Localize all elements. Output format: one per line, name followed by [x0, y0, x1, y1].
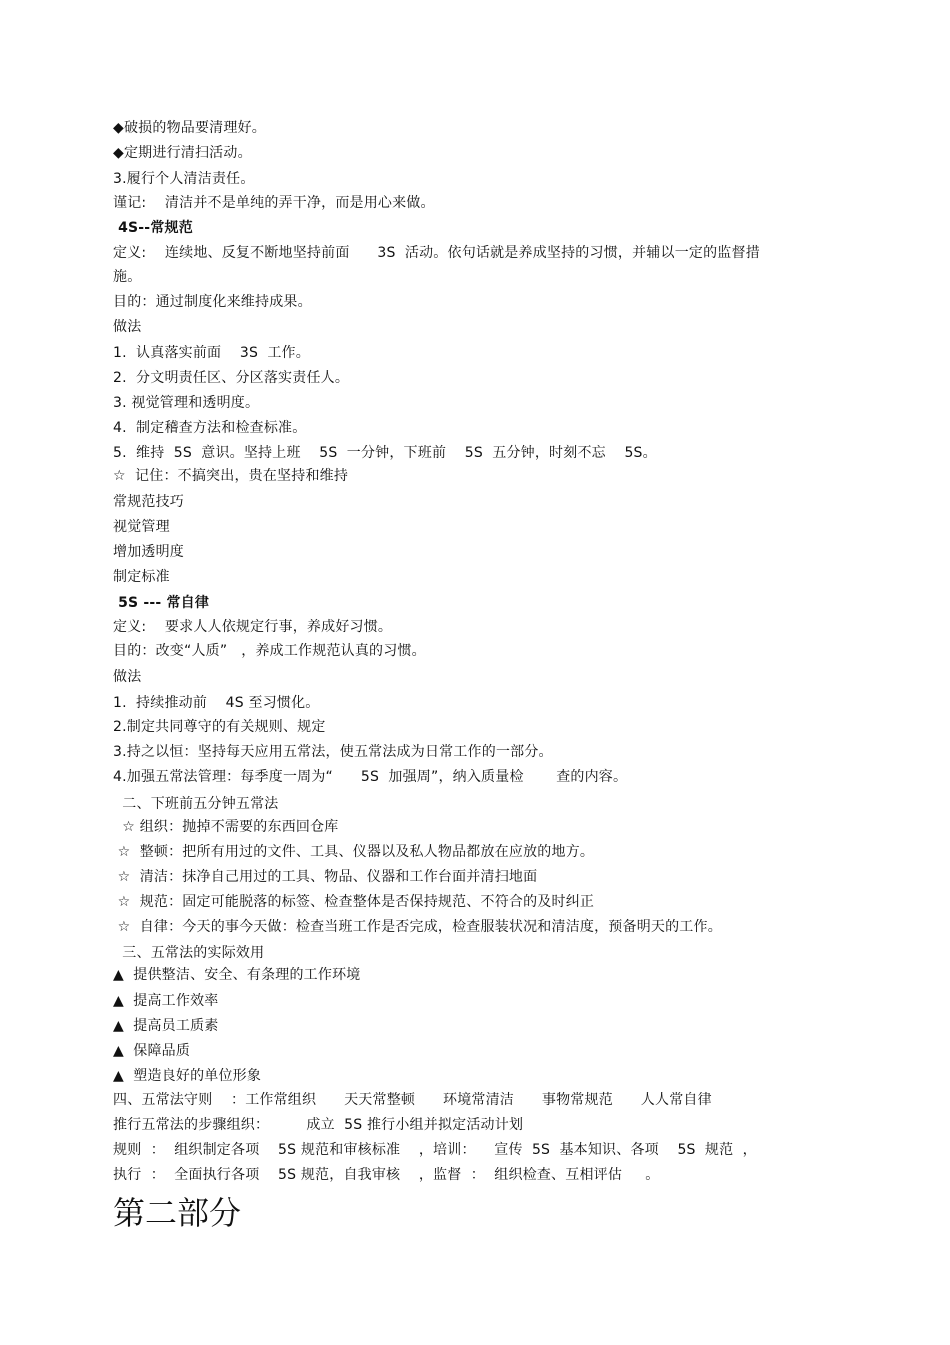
text-line: 4. 制定稽查方法和检查标准。 — [113, 420, 307, 436]
text-line: 1. 认真落实前面 3S 工作。 — [113, 345, 310, 361]
text-line: 定义: 连续地、反复不断地坚持前面 3S 活动。依句话就是养成坚持的习惯，并辅以一定的监督措 — [113, 245, 760, 261]
text-line: ▲ 塑造良好的单位形象 — [113, 1068, 262, 1084]
text-line: 推行五常法的步骤组织： 成立 5S 推行小组并拟定活动计划 — [113, 1117, 524, 1133]
text-line: 4.加强五常法管理：每季度一周为“ 5S 加强周”，纳入质量检 查的内容。 — [113, 769, 628, 785]
text-line: 增加透明度 — [113, 544, 184, 560]
text-line: ◆定期进行清扫活动。 — [113, 145, 252, 161]
section-subtitle: 二、下班前五分钟五常法 — [113, 796, 279, 812]
text-line: 做法 — [113, 669, 142, 685]
text-line: ▲ 提供整洁、安全、有条理的工作环境 — [113, 967, 361, 983]
text-line: ☆ 规范：固定可能脱落的标签、检查整体是否保持规范、不符合的及时纠正 — [113, 894, 595, 910]
text-line: 目的：通过制度化来维持成果。 — [113, 294, 312, 310]
text-line: 目的：改变“人质” ，养成工作规范认真的习惯。 — [113, 643, 426, 659]
text-line: ◆破损的物品要清理好。 — [113, 120, 266, 136]
text-line: 做法 — [113, 319, 142, 335]
text-line: 3. 视觉管理和透明度。 — [113, 395, 260, 411]
section-title-4s: 4S--常规范 — [113, 220, 193, 236]
text-line: ☆ 记住：不搞突出，贵在坚持和维持 — [113, 468, 349, 484]
text-line: 定义: 要求人人依规定行事，养成好习惯。 — [113, 619, 393, 635]
text-line: 执行 ： 全面执行各项 5S 规范，自我审核 ，监督 ： 组织检查、互相评估 。 — [113, 1167, 660, 1183]
text-line: ☆ 整顿：把所有用过的文件、工具、仪器以及私人物品都放在应放的地方。 — [113, 844, 595, 860]
text-line: ☆ 自律：今天的事今天做：检查当班工作是否完成，检查服装状况和清洁度，预备明天的工作。 — [113, 919, 722, 935]
text-line: ☆ 组织：抛掉不需要的东西回仓库 — [113, 819, 339, 835]
text-line: 1. 持续推动前 4S 至习惯化。 — [113, 695, 320, 711]
section-subtitle: 三、五常法的实际效用 — [113, 945, 265, 961]
text-line: 2.制定共同尊守的有关规则、规定 — [113, 719, 326, 735]
text-line: 制定标准 — [113, 569, 170, 585]
text-line: 施。 — [113, 269, 142, 285]
text-line: 常规范技巧 — [113, 494, 184, 510]
part-heading: 第二部分 — [113, 1194, 242, 1232]
text-line: ▲ 提高工作效率 — [113, 993, 219, 1009]
text-line: 谨记: 清洁并不是单纯的弄干净，而是用心来做。 — [113, 195, 435, 211]
text-line: 2. 分文明责任区、分区落实责任人。 — [113, 370, 350, 386]
text-line: 3.持之以恒：坚持每天应用五常法，使五常法成为日常工作的一部分。 — [113, 744, 553, 760]
section-title-5s: 5S --- 常自律 — [113, 595, 210, 611]
text-line: ▲ 提高员工质素 — [113, 1018, 219, 1034]
text-line: 规则 ： 组织制定各项 5S 规范和审核标准 ，培训： 宣传 5S 基本知识、各项 5S 规范 ， — [113, 1142, 757, 1158]
text-line: ▲ 保障品质 — [113, 1043, 191, 1059]
text-line: 视觉管理 — [113, 519, 170, 535]
text-line: ☆ 清洁：抹净自己用过的工具、物品、仪器和工作台面并清扫地面 — [113, 869, 538, 885]
text-line: 四、五常法守则 ：工作常组织 天天常整顿 环境常清洁 事物常规范 人人常自律 — [113, 1092, 712, 1108]
text-line: 3.履行个人清洁责任。 — [113, 171, 255, 187]
text-line: 5. 维持 5S 意识。坚持上班 5S 一分钟，下班前 5S 五分钟，时刻不忘 5S。 — [113, 445, 657, 461]
